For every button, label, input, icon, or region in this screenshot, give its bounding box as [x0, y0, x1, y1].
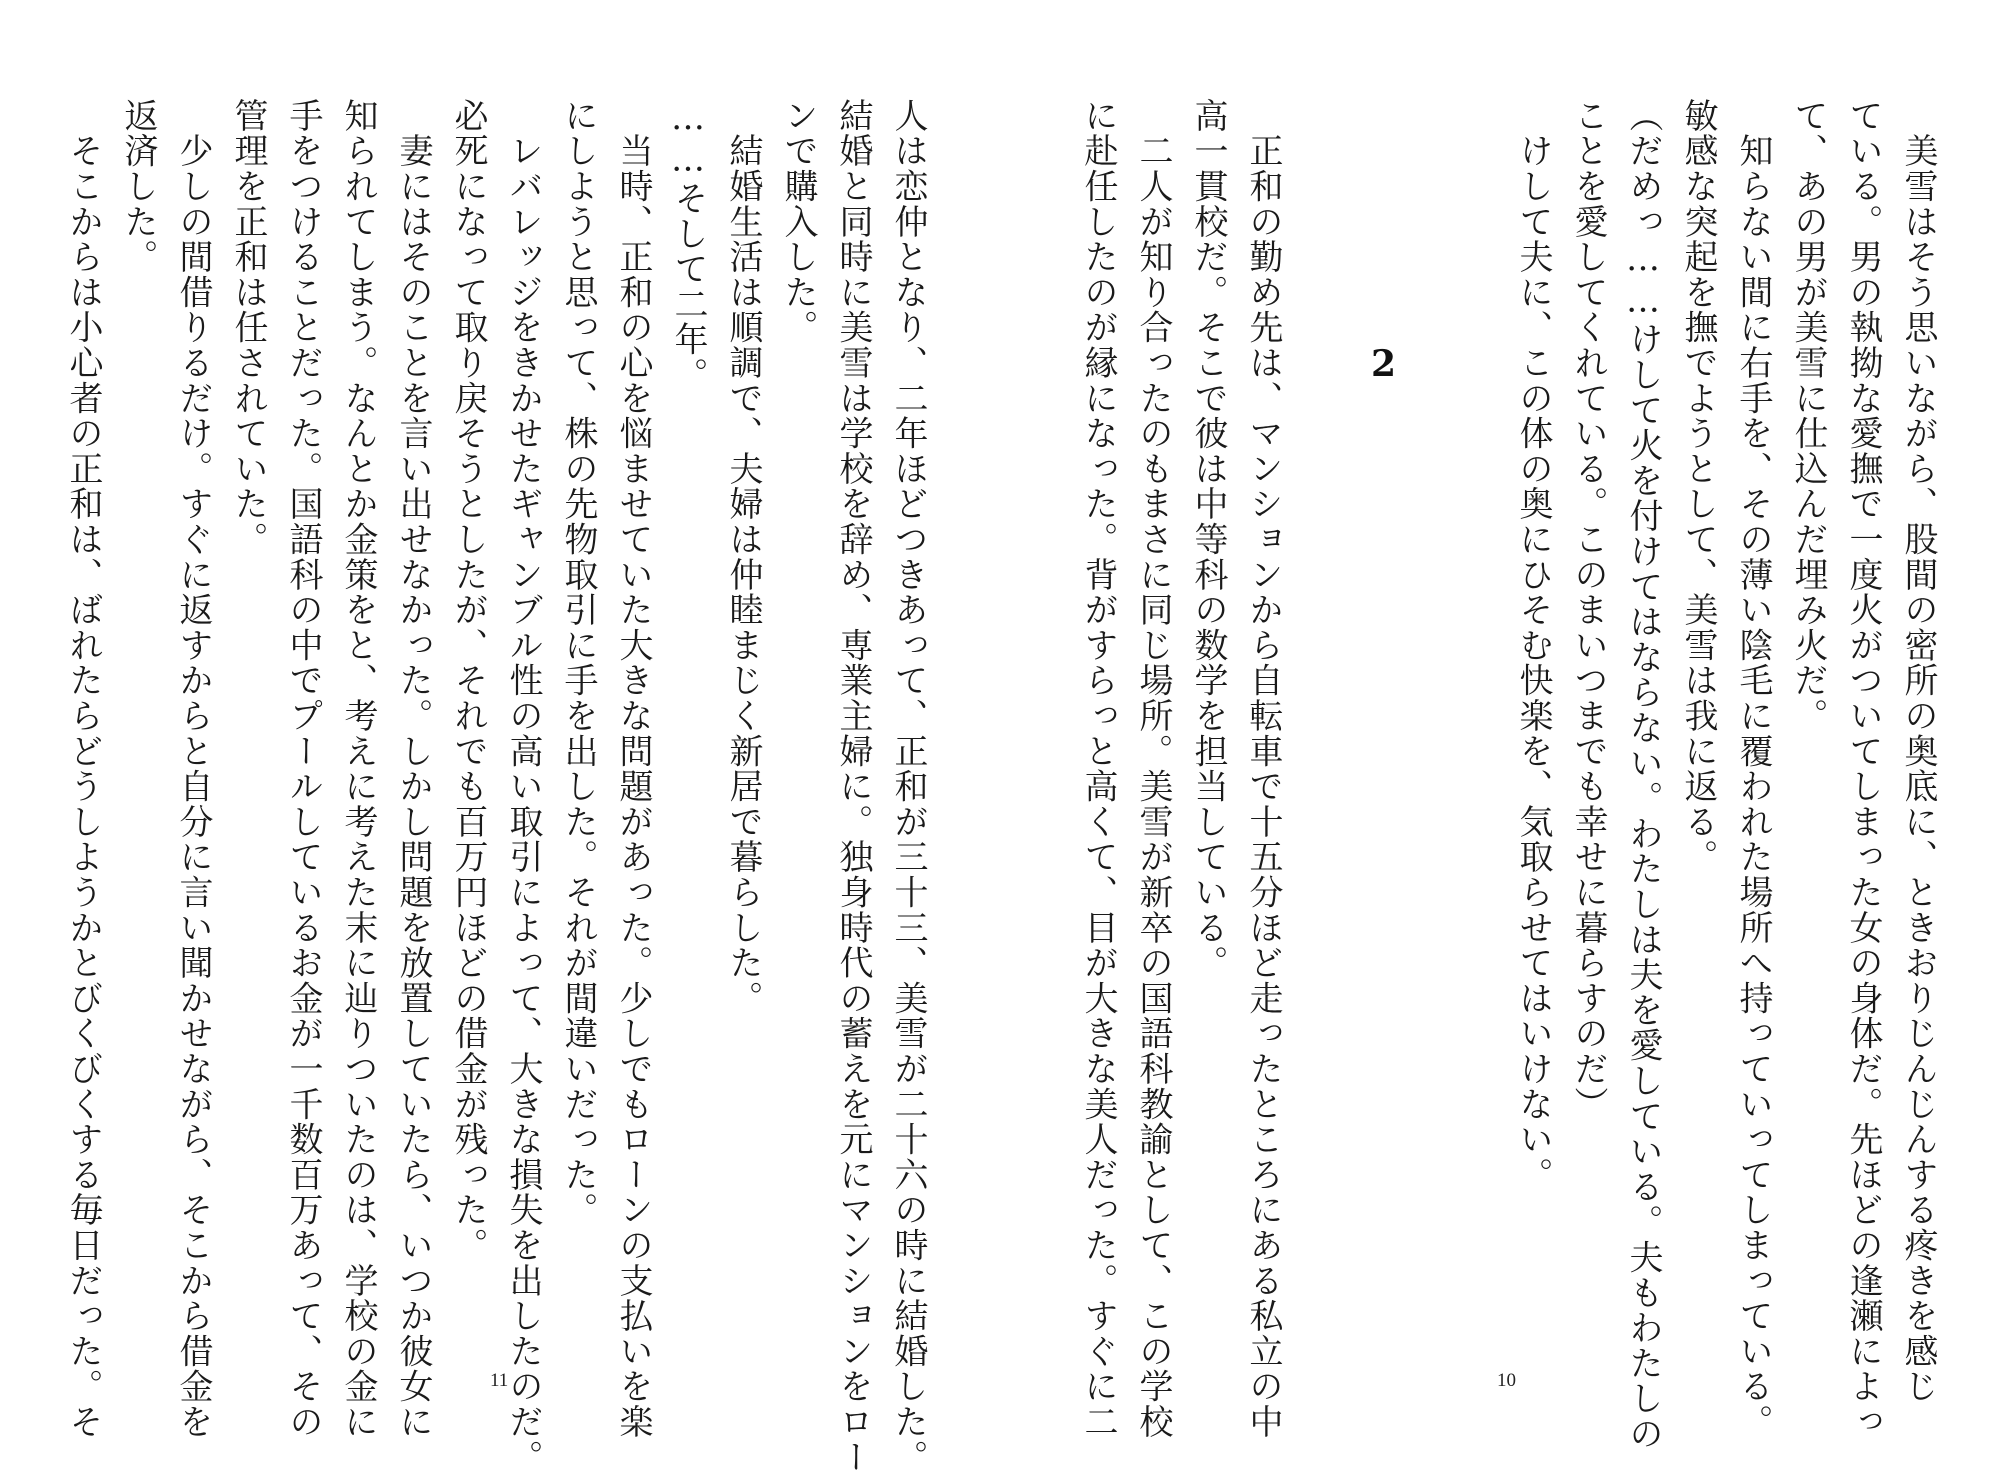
text-column: 必死になって取り戻そうとしたが、それでも百万円ほどの借金が残った。 — [448, 98, 488, 1263]
text-column: 妻にはそのことを言い出せなかった。しかし問題を放置していたら、いつか彼女に — [393, 98, 433, 1440]
text-column: 敏感な突起を撫でようとして、美雪は我に返る。 — [1678, 98, 1718, 875]
text-column: 手をつけることだった。国語科の中でプールしているお金が一千数百万あって、その — [283, 98, 323, 1440]
text-column: 返済した。 — [118, 98, 158, 275]
text-column: ……そして二年。 — [668, 98, 708, 393]
text-column: に赴任したのが縁になった。背がすらっと高くて、目が大きな美人だった。すぐに二 — [1078, 98, 1118, 1440]
text-column: 管理を正和は任されていた。 — [228, 98, 268, 557]
text-column: 正和の勤め先は、マンションから自転車で十五分ほど走ったところにある私立の中 — [1243, 98, 1283, 1440]
page-number: 10 — [1497, 1370, 1516, 1391]
text-column: 高一貫校だ。そこで彼は中等科の数学を担当している。 — [1188, 98, 1228, 981]
text-column: 美雪はそう思いながら、股間の密所の奥底に、ときおりじんじんする疼きを感じ — [1898, 98, 1938, 1405]
text-column: 人は恋仲となり、二年ほどつきあって、正和が三十三、美雪が二十六の時に結婚した。 — [888, 98, 928, 1475]
text-column: 知らない間に右手を、その薄い陰毛に覆われた場所へ持っていってしまっている。 — [1733, 98, 1773, 1440]
text-column: ンで購入した。 — [778, 98, 818, 346]
text-column: そこからは小心者の正和は、ばれたらどうしようかとびくびくする毎日だった。そ — [63, 98, 103, 1440]
text-column: 少しの間借りるだけ。すぐに返すからと自分に言い聞かせながら、そこから借金を — [173, 98, 213, 1440]
text-column: （だめっ……けして火を付けてはならない。わたしは夫を愛している。夫もわたしの — [1623, 98, 1663, 1452]
text-column: にしようと思って、株の先物取引に手を出した。それが間違いだった。 — [558, 98, 598, 1228]
text-column: 結婚と同時に美雪は学校を辞め、専業主婦に。独身時代の蓄えを元にマンションをロー — [833, 98, 873, 1475]
text-column: けして夫に、この体の奥にひそむ快楽を、気取らせてはいけない。 — [1513, 98, 1553, 1193]
text-column: レバレッジをきかせたギャンブル性の高い取引によって、大きな損失を出したのだ。 — [503, 98, 543, 1475]
text-column: 二人が知り合ったのもまさに同じ場所。美雪が新卒の国語科教諭として、この学校 — [1133, 98, 1173, 1440]
text-column: て、あの男が美雪に仕込んだ埋み火だ。 — [1788, 98, 1828, 734]
page-number: 11 — [490, 1370, 509, 1391]
text-column: 当時、正和の心を悩ませていた大きな問題があった。少しでもローンの支払いを楽 — [613, 98, 653, 1440]
text-column: ている。男の執拗な愛撫で一度火がついてしまった女の身体だ。先ほどの逢瀬によっ — [1843, 98, 1883, 1440]
text-column: 知られてしまう。なんとか金策をと、考えに考えた末に辿りついたのは、学校の金に — [338, 98, 378, 1440]
section-heading: 2 — [1371, 343, 1397, 385]
right-page — [1000, 0, 2000, 1452]
text-column: 結婚生活は順調で、夫婦は仲睦まじく新居で暮らした。 — [723, 98, 763, 1016]
text-column: ことを愛してくれている。このまいつまでも幸せに暮らすのだ） — [1568, 98, 1608, 1122]
